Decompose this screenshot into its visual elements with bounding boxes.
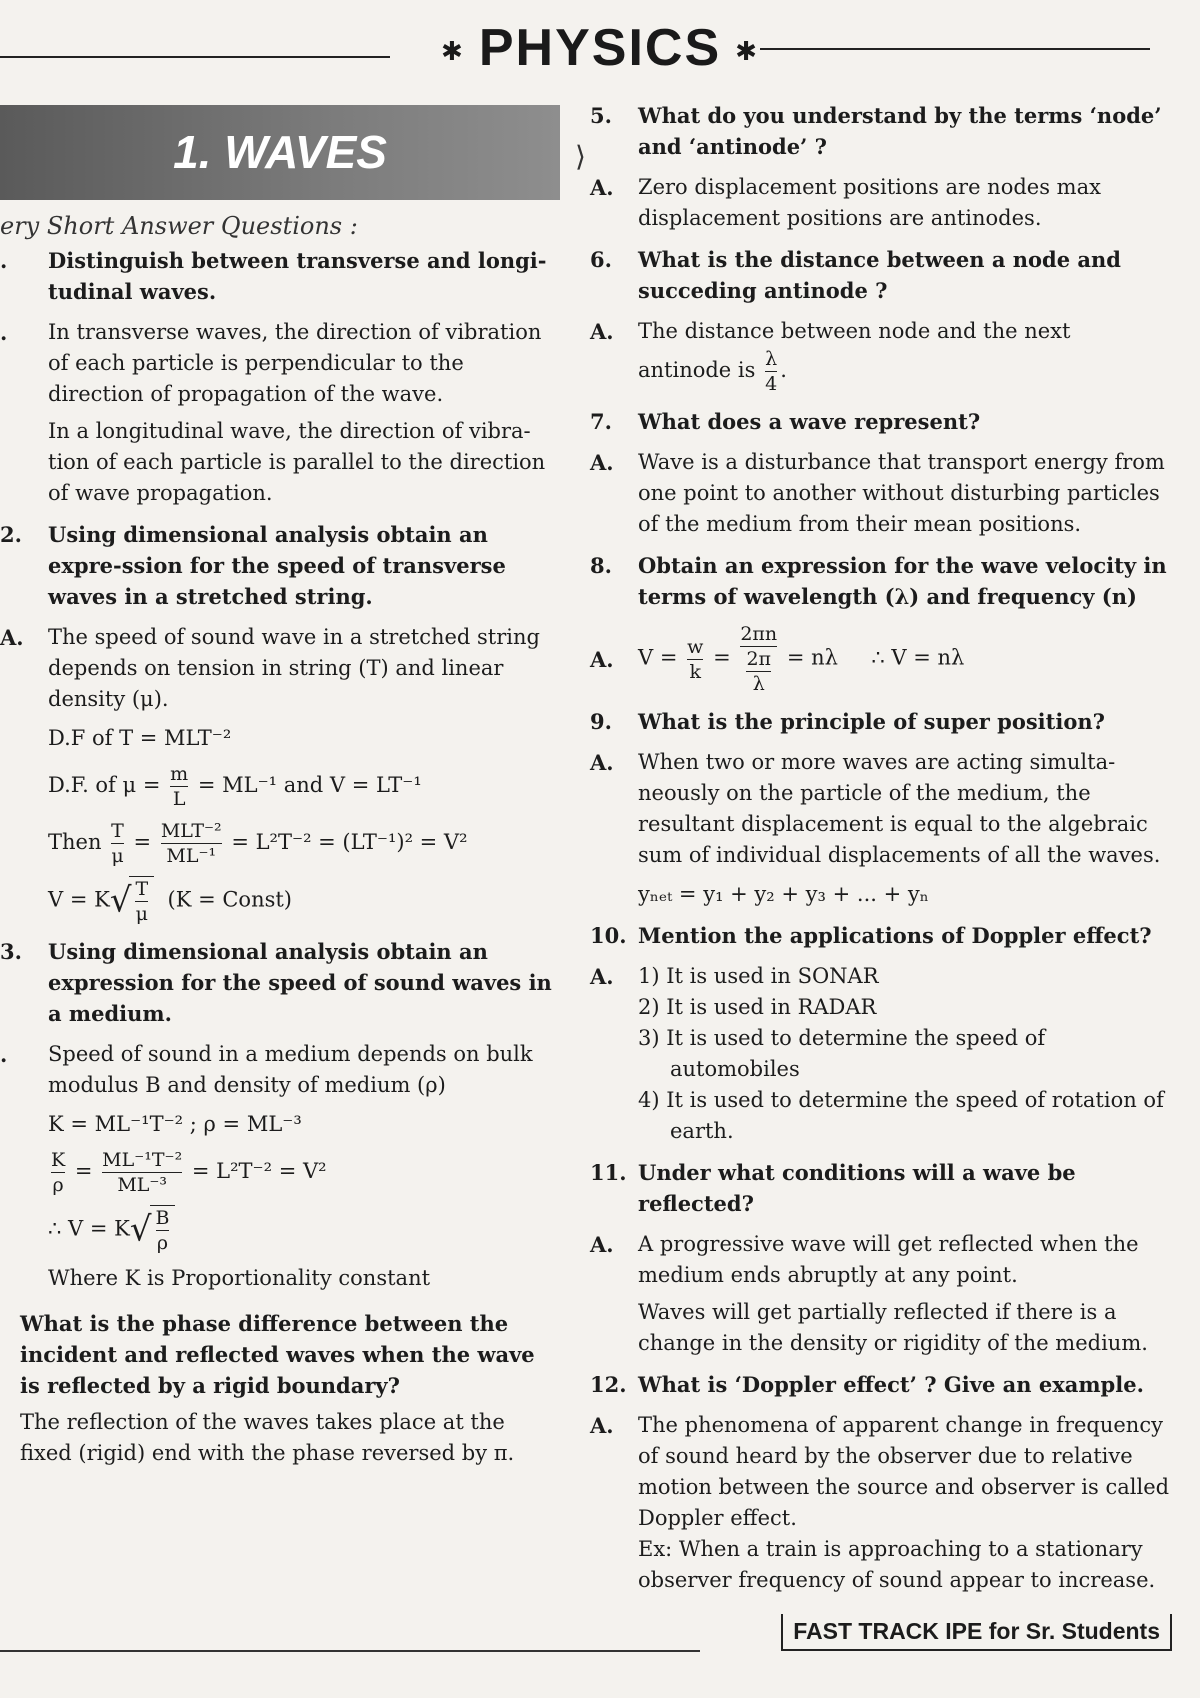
equation <box>48 876 560 926</box>
numerator: ML⁻¹T⁻² <box>102 1149 183 1171</box>
denominator: ρ <box>156 1232 169 1254</box>
answer-text: The speed of sound wave in a stretched string depends on tension in string (T) and linear density (μ). <box>48 625 540 711</box>
numerator: w <box>687 635 704 658</box>
numerator: K <box>51 1149 66 1171</box>
answer-text: Wave is a disturbance that transport energy from one point to another without disturbing particles of the medium from their mean positions. <box>638 450 1165 536</box>
equation: K = ML⁻¹T⁻² ; ρ = ML⁻³ <box>48 1112 302 1136</box>
answer-text: Speed of sound in a medium depends on bulk modulus B and density of medium (ρ) <box>48 1042 533 1097</box>
answer-text: The distance between node and the next antinode is $\frac{\lambda}{4}$ . <box>638 319 1071 395</box>
numerator: m <box>170 763 189 785</box>
question-number: 10. <box>590 923 627 948</box>
question-number: 6. <box>590 247 612 272</box>
list-item: 4) It is used to determine the speed of rotation of earth. <box>638 1088 1164 1143</box>
question-text: Distinguish between transverse and longi-tudinal waves. <box>48 248 547 304</box>
numerator: 2π <box>746 648 772 670</box>
denominator: k <box>687 659 703 684</box>
fraction <box>687 635 703 684</box>
chapter-banner <box>0 105 560 200</box>
question-number: 3. <box>0 939 22 964</box>
question-text: Using dimensional analysis obtain an expre-ssion for the speed of transverse waves in a stretched string. <box>48 522 506 609</box>
equation-part: (K = Const) <box>167 887 293 912</box>
footer-rule <box>0 1650 700 1652</box>
question-block-3 <box>0 936 560 1029</box>
question-text: What is ‘Doppler effect’ ? Give an example. <box>638 1372 1144 1397</box>
question-number: 12. <box>590 1372 627 1397</box>
answer-block-10 <box>590 961 1170 1147</box>
answer-block-2 <box>0 622 560 926</box>
question-text: What does a wave represent? <box>638 409 981 434</box>
question-block-11 <box>590 1157 1170 1219</box>
question-block-9 <box>590 706 1170 737</box>
equation-result: ∴ V = nλ <box>871 645 965 670</box>
left-column <box>0 245 560 1479</box>
answer-block-7 <box>590 447 1170 540</box>
radical-sign: √ <box>129 1209 152 1250</box>
fraction <box>111 819 124 868</box>
question-block-4 <box>0 1308 560 1469</box>
fraction <box>51 1148 65 1197</box>
question-text: Mention the applications of Doppler effect? <box>638 923 1152 948</box>
fraction <box>135 877 148 926</box>
answer-text: Zero displacement positions are nodes max displacement positions are antinodes. <box>638 175 1101 230</box>
numerator: T <box>111 820 124 842</box>
answer-marker: A. <box>590 647 614 672</box>
numerator: T <box>135 878 149 900</box>
answer-text: In transverse waves, the direction of vibration of each particle is perpendicular to the direction of propagation of the wave. <box>48 320 542 406</box>
list-item: 3) It is used to determine the speed of automobiles <box>638 1026 1046 1081</box>
fraction <box>156 1206 170 1255</box>
equation: D.F of T = MLT⁻² <box>48 726 232 750</box>
answer-marker: A. <box>0 625 24 650</box>
answer-marker: A. <box>590 319 614 344</box>
question-number: 2. <box>0 522 22 547</box>
question-block-2 <box>0 519 560 612</box>
numerator: λ <box>765 348 778 370</box>
equation-part: Then <box>48 830 102 854</box>
equation <box>48 762 560 811</box>
answer-marker: A. <box>590 1232 614 1257</box>
answer-text: The phenomena of apparent change in frequency of sound heard by the observer due to relative motion between the source and observer is called Doppler effect. <box>638 1413 1170 1530</box>
question-number: 11. <box>590 1160 627 1185</box>
list-item: 1) It is used in SONAR <box>638 964 879 988</box>
answer-block-9 <box>590 747 1170 910</box>
question-number: 5. <box>590 103 612 128</box>
answer-text: In a longitudinal wave, the direction of vibra-tion of each particle is parallel to the direction of wave propagation. <box>48 419 546 505</box>
list-item: 2) It is used in RADAR <box>638 995 877 1019</box>
fraction <box>161 819 222 868</box>
answer-text: Ex: When a train is approaching to a stationary observer frequency of sound appear to increase. <box>638 1537 1156 1592</box>
fraction <box>740 622 777 696</box>
answer-marker: A. <box>590 175 614 200</box>
denominator: 4 <box>765 373 778 395</box>
answer-text: A progressive wave will get reflected when the medium ends abruptly at any point. <box>638 1232 1139 1287</box>
equation-part: D.F. of μ = <box>48 773 161 797</box>
question-block-6 <box>590 244 1170 306</box>
answer-text: When two or more waves are acting simulta-neously on the particle of the medium, the resultant displacement is equal to the algebraic sum of individual displacements of all the waves. <box>638 750 1161 867</box>
answer-text: Waves will get partially reflected if there is a change in the density or rigidity of the medium. <box>638 1300 1148 1355</box>
answer-block-6 <box>590 316 1170 396</box>
fraction <box>102 1148 182 1197</box>
answer-marker: A. <box>590 964 614 989</box>
answer-marker: A. <box>590 1413 614 1438</box>
denominator: L <box>170 786 188 811</box>
denominator: μ <box>111 845 124 867</box>
fraction <box>746 647 771 696</box>
denominator: ρ <box>52 1174 64 1196</box>
question-block-8 <box>590 550 1170 612</box>
fraction <box>765 347 777 396</box>
question-number: 9. <box>590 709 612 734</box>
equation-part: V = K <box>48 887 110 912</box>
right-column <box>590 100 1170 1606</box>
answer-marker: . <box>0 320 8 345</box>
radical-sign: √ <box>109 880 132 921</box>
numerator: MLT⁻² <box>160 820 222 842</box>
equation-part: ∴ V = K <box>48 1216 130 1241</box>
question-text: What do you understand by the terms ‘node’ and ‘antinode’ ? <box>638 103 1162 159</box>
equation-part: V = <box>638 645 678 670</box>
denominator: ML⁻³ <box>102 1172 182 1197</box>
numerator: B <box>155 1207 170 1229</box>
page-title: ✱ PHYSICS ✱ <box>441 19 759 77</box>
answer-text-part: The distance between node and the next antinode is <box>638 319 1071 382</box>
answer-text: Where K is Proportionality constant <box>48 1266 431 1290</box>
answer-block-11 <box>590 1229 1170 1359</box>
question-text: What is the principle of super position? <box>638 709 1105 734</box>
answer-marker: A. <box>590 450 614 475</box>
answer-block-1 <box>0 317 560 509</box>
denominator <box>740 646 777 696</box>
answer-text: The reflection of the waves takes place at the fixed (rigid) end with the phase reversed by π. <box>20 1410 515 1465</box>
fraction <box>170 762 188 811</box>
answer-marker: . <box>0 1042 8 1067</box>
equation <box>48 1205 560 1255</box>
radicand <box>129 876 154 926</box>
answer-block-8 <box>590 622 1170 696</box>
question-text: Under what conditions will a wave be reflected? <box>638 1160 1076 1216</box>
equation: yₙₑₜ = y₁ + y₂ + y₃ + ... + yₙ <box>638 882 929 906</box>
question-block-12 <box>590 1369 1170 1400</box>
answer-block-5 <box>590 172 1170 234</box>
denominator: μ <box>135 903 148 925</box>
radicand <box>150 1205 176 1255</box>
section-subheading: ery Short Answer Questions : <box>0 212 358 240</box>
question-block-7 <box>590 406 1170 437</box>
equation: Then $\frac{T}{\mu}$ = $\frac{\text{MLT⁻²}}{\text{ML⁻¹}}$ = L²T⁻² = (LT⁻¹)² = V² <box>48 820 468 867</box>
chapter-title: 1. WAVES <box>173 126 387 178</box>
application-list <box>638 961 1170 1147</box>
equation-part: = L²T⁻² = (LT⁻¹)² = V² <box>231 830 468 854</box>
question-block-10 <box>590 920 1170 951</box>
question-number: 8. <box>590 553 612 578</box>
question-text: Using dimensional analysis obtain an expression for the speed of sound waves in a medium. <box>48 939 552 1026</box>
question-text: What is the distance between a node and succeding antinode ? <box>638 247 1121 303</box>
question-text: Obtain an expression for the wave velocity in terms of wavelength (λ) and frequency (n) <box>638 553 1167 609</box>
answer-block-12 <box>590 1410 1170 1596</box>
numerator: 2πn <box>740 623 778 645</box>
question-block-5 <box>590 100 1170 162</box>
equation: $\frac{K}{\rho}$ = $\frac{\text{ML⁻¹T⁻²}}{\text{ML⁻³}}$ = L²T⁻² = V² <box>51 1149 327 1196</box>
denominator: λ <box>746 671 771 696</box>
question-block-1 <box>0 245 560 307</box>
footer-label: FAST TRACK IPE for Sr. Students <box>781 1614 1172 1651</box>
equation-part: = nλ <box>786 645 838 670</box>
equation-part: = ML⁻¹ and V = LT⁻¹ <box>197 773 422 797</box>
equation: V = $\frac{w}{k}$ = $\frac{2\pi n}{\frac{2\pi}{\lambda}}$ = nλ ∴ V = nλ <box>638 623 965 695</box>
answer-block-3 <box>0 1039 560 1294</box>
question-number: . <box>0 248 8 273</box>
equation-part: = L²T⁻² = V² <box>191 1159 327 1183</box>
answer-marker: A. <box>590 750 614 775</box>
question-number: 7. <box>590 409 612 434</box>
star-icon: ✱ <box>735 35 759 66</box>
denominator: ML⁻¹ <box>161 843 222 868</box>
question-text: What is the phase difference between the incident and reflected waves when the wave is reflected by a rigid boundary? <box>20 1311 535 1398</box>
star-icon: ✱ <box>441 35 465 66</box>
column-divider-mark: ⟩ <box>575 140 586 173</box>
